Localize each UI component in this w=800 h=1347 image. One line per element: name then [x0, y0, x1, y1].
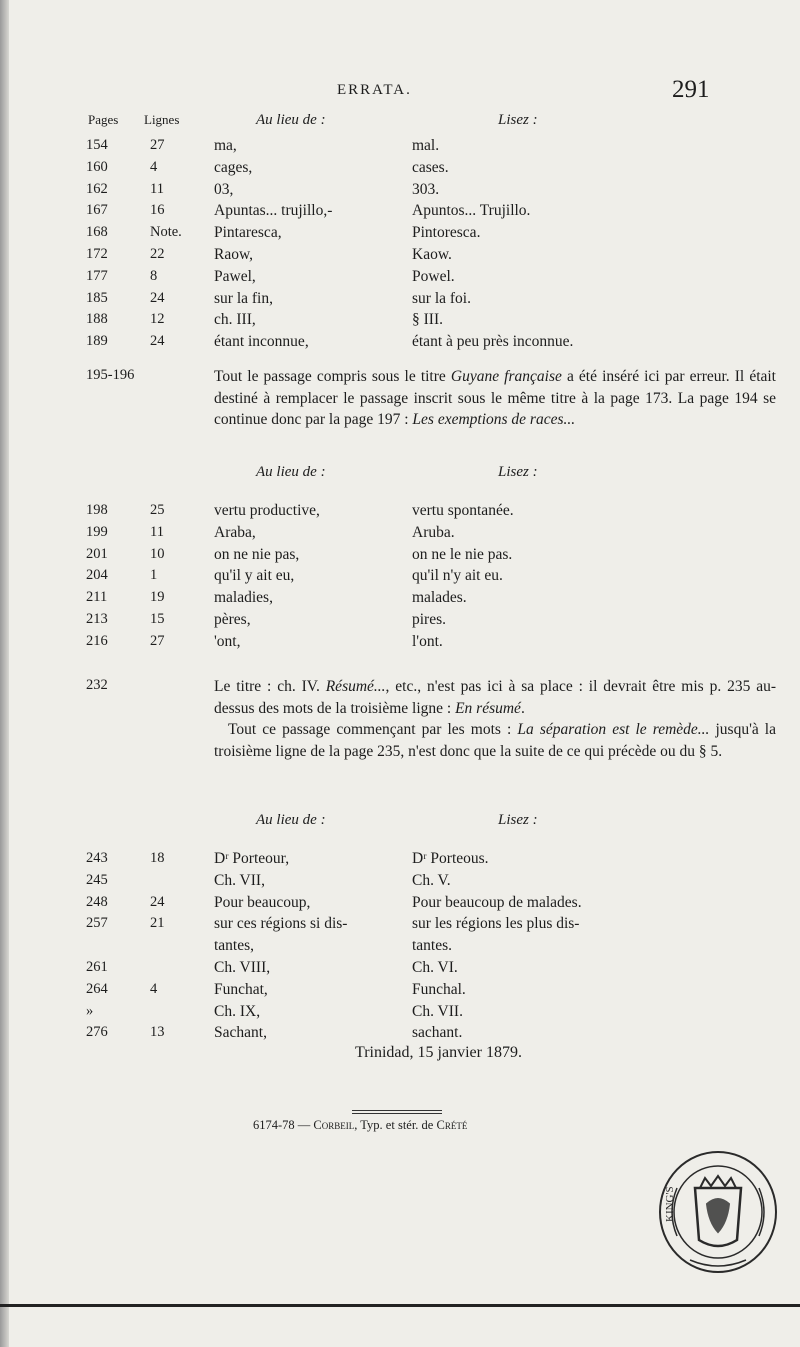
page-ref: 162: [86, 180, 108, 197]
library-stamp-icon: [655, 1148, 781, 1276]
line-ref: 4: [150, 158, 158, 175]
corrected-text: sur la foi.: [412, 289, 471, 307]
corrected-text: Ch. V.: [412, 871, 451, 889]
erroneous-text: on ne nie pas,: [214, 545, 300, 563]
corrected-text: Ch. VI.: [412, 959, 458, 976]
page-ref: 204: [86, 567, 108, 584]
page-bottom-edge: [0, 1304, 800, 1307]
page-number: 291: [672, 76, 710, 103]
line-ref: 15: [150, 611, 165, 627]
line-ref: 11: [150, 523, 164, 540]
table-header: [0, 812, 800, 834]
erroneous-text: maladies,: [214, 589, 273, 607]
imprint-text: 6174-78 —: [253, 1118, 314, 1132]
table-row: [0, 981, 800, 1002]
divider-rule: [352, 1110, 442, 1111]
lignes-column-header: Lignes: [144, 112, 180, 127]
imprint-text: Corbeil: [313, 1118, 355, 1132]
line-ref: 16: [150, 202, 165, 219]
lisez-header: Lisez :: [498, 812, 538, 828]
corrected-text: Pintoresca.: [412, 224, 481, 242]
erroneous-text: 03,: [214, 180, 234, 198]
erroneous-text: ma,: [214, 137, 237, 154]
page-ref: 261: [86, 959, 108, 975]
page-ref: 257: [86, 915, 108, 932]
running-title: ERRATA.: [337, 82, 412, 98]
erroneous-text: sur ces régions si dis-: [214, 915, 348, 933]
corrected-text: Aruba.: [412, 523, 455, 541]
page-ref: 172: [86, 246, 108, 262]
au-lieu-de-header: Au lieu de :: [256, 464, 326, 480]
note-text: jusqu'à la troisième ligne de la page 235, n'est donc que la suite de ce qui précède ou du § 5.: [214, 721, 776, 760]
page-ref: 211: [86, 589, 108, 606]
corrected-text: qu'il n'y ait eu.: [412, 567, 503, 585]
corrected-text: Dʳ Porteous.: [412, 850, 489, 867]
erroneous-text: étant inconnue,: [214, 333, 309, 351]
erroneous-text: Pour beaucoup,: [214, 893, 311, 911]
page-ref: 264: [86, 980, 108, 997]
line-ref: 27: [150, 137, 165, 153]
page-ref: 198: [86, 502, 108, 518]
corrected-text: Pour beaucoup de malades.: [412, 893, 582, 911]
erroneous-text: ch. III,: [214, 311, 256, 329]
note-text: , etc., n'est pas ici à sa place : il devrait être mis p. 235 au-dessus des mots de la troisième ligne :: [214, 678, 776, 717]
line-ref: 8: [150, 267, 158, 284]
erroneous-text: Dʳ Porteour,: [214, 850, 290, 867]
line-ref: 11: [150, 180, 164, 197]
page-ref: 248: [86, 893, 108, 910]
note-italic-title: Résumé...: [325, 678, 386, 695]
corrected-text: Ch. VII.: [412, 1002, 463, 1020]
corrected-text: sur les régions les plus dis-: [412, 915, 580, 933]
table-row: [0, 915, 800, 936]
divider-rule: [352, 1113, 442, 1114]
table-row: [0, 137, 800, 158]
table-row: [0, 633, 800, 654]
corrected-text: Kaow.: [412, 246, 452, 263]
corrected-text: Powel.: [412, 267, 455, 285]
corrected-text: tantes.: [412, 937, 453, 955]
corrected-text: § III.: [412, 311, 443, 329]
corrected-text: étant à peu près inconnue.: [412, 333, 574, 351]
note-pages: 232: [86, 677, 108, 693]
erroneous-text: tantes,: [214, 937, 255, 955]
corrected-text: 303.: [412, 180, 440, 198]
page-ref: 177: [86, 267, 108, 284]
table-row: [0, 872, 800, 893]
erroneous-text: Ch. VIII,: [214, 959, 271, 976]
signature-line: Trinidad, 15 janvier 1879.: [355, 1044, 522, 1061]
page-ref: 168: [86, 224, 108, 241]
note-italic-title: La séparation est le remède...: [517, 721, 710, 738]
table-row: [0, 290, 800, 311]
table-row: [0, 224, 800, 245]
erroneous-text: 'ont,: [214, 632, 241, 650]
page-ref: 199: [86, 523, 108, 540]
corrected-text: pires.: [412, 611, 447, 628]
table-row: [0, 181, 800, 202]
erroneous-text: Pintaresca,: [214, 224, 282, 242]
table-row: [0, 502, 800, 523]
note-text: Le titre : ch. IV.: [214, 678, 326, 695]
table-row: [0, 937, 800, 958]
corrected-text: malades.: [412, 589, 467, 607]
table-row: [0, 611, 800, 632]
erroneous-text: Sachant,: [214, 1024, 267, 1042]
erroneous-text: Araba,: [214, 523, 256, 541]
stamp-lettering: KING'S: [664, 1186, 676, 1222]
table-row: [0, 959, 800, 980]
line-ref: 21: [150, 915, 165, 932]
table-row: [0, 311, 800, 332]
note-232: [214, 676, 776, 762]
note-text: Tout le passage compris sous le titre: [214, 368, 451, 385]
page-ref: 276: [86, 1024, 108, 1041]
table-row: [0, 546, 800, 567]
page-ref: 245: [86, 871, 108, 888]
table-row: [0, 524, 800, 545]
corrected-text: Apuntos... Trujillo.: [412, 202, 531, 220]
line-ref: 24: [150, 333, 165, 350]
note-pages: 195-196: [86, 367, 135, 383]
line-ref: 19: [150, 589, 165, 606]
line-ref: 27: [150, 632, 165, 649]
note-text: Tout ce passage commençant par les mots :: [228, 721, 518, 738]
corrected-text: cases.: [412, 158, 449, 176]
erroneous-text: Ch. VII,: [214, 871, 265, 889]
page-ref: 243: [86, 850, 108, 866]
table-row: [0, 1024, 800, 1045]
erroneous-text: vertu productive,: [214, 502, 320, 519]
pages-column-header: Pages: [88, 112, 119, 127]
lisez-header: Lisez :: [498, 112, 538, 128]
erroneous-text: Funchat,: [214, 980, 268, 998]
page-ref: 201: [86, 545, 108, 562]
erroneous-text: Ch. IX,: [214, 1002, 261, 1020]
line-ref: 24: [150, 289, 165, 306]
table-row: [0, 268, 800, 289]
corrected-text: l'ont.: [412, 632, 443, 650]
table-header: [0, 112, 800, 134]
imprint-text: , Typ. et stér. de: [354, 1118, 437, 1132]
printer-imprint: [253, 1118, 467, 1133]
note-195-196: [214, 366, 776, 431]
erroneous-text: Raow,: [214, 246, 254, 263]
page-ref: »: [86, 1002, 94, 1019]
erroneous-text: pères,: [214, 611, 251, 628]
erroneous-text: qu'il y ait eu,: [214, 567, 295, 585]
corrected-text: Funchal.: [412, 980, 466, 998]
au-lieu-de-header: Au lieu de :: [256, 112, 326, 128]
table-row: [0, 202, 800, 223]
erroneous-text: cages,: [214, 158, 253, 176]
line-ref: Note.: [150, 224, 182, 241]
page-ref: 188: [86, 311, 108, 328]
corrected-text: vertu spontanée.: [412, 502, 514, 519]
line-ref: 1: [150, 567, 158, 584]
erroneous-text: sur la fin,: [214, 289, 273, 307]
page-ref: 154: [86, 137, 108, 153]
table-header: [0, 464, 800, 486]
corrected-text: on ne le nie pas.: [412, 545, 513, 563]
line-ref: 12: [150, 311, 165, 328]
line-ref: 13: [150, 1024, 165, 1041]
lisez-header: Lisez :: [498, 464, 538, 480]
line-ref: 22: [150, 246, 165, 262]
table-row: [0, 850, 800, 871]
au-lieu-de-header: Au lieu de :: [256, 812, 326, 828]
erroneous-text: Apuntas... trujillo,-: [214, 202, 333, 220]
note-italic-title: Les exemptions de races...: [412, 411, 576, 428]
note-text: .: [520, 699, 525, 717]
page-ref: 189: [86, 333, 108, 350]
note-italic-title: En résumé: [455, 699, 521, 717]
corrected-text: sachant.: [412, 1024, 463, 1042]
page-ref: 167: [86, 202, 108, 219]
table-row: [0, 333, 800, 354]
page-ref: 160: [86, 158, 108, 175]
table-row: [0, 567, 800, 588]
imprint-text: Crété: [436, 1118, 468, 1132]
line-ref: 24: [150, 893, 165, 910]
page-ref: 213: [86, 611, 108, 627]
note-text: a été inséré ici par erreur. Il était destiné à remplacer le passage inscrit sous le même titre à la page 173. La page 194 se continue donc par la page 197 :: [214, 368, 776, 428]
line-ref: 10: [150, 545, 165, 562]
table-row: [0, 1003, 800, 1024]
page-ref: 216: [86, 632, 108, 649]
note-italic-title: Guyane française: [450, 368, 562, 385]
erroneous-text: Pawel,: [214, 267, 256, 285]
line-ref: 4: [150, 980, 158, 997]
table-row: [0, 159, 800, 180]
line-ref: 25: [150, 502, 165, 518]
table-row: [0, 894, 800, 915]
page-ref: 185: [86, 289, 108, 306]
table-row: [0, 589, 800, 610]
corrected-text: mal.: [412, 137, 440, 154]
line-ref: 18: [150, 850, 165, 866]
table-row: [0, 246, 800, 267]
